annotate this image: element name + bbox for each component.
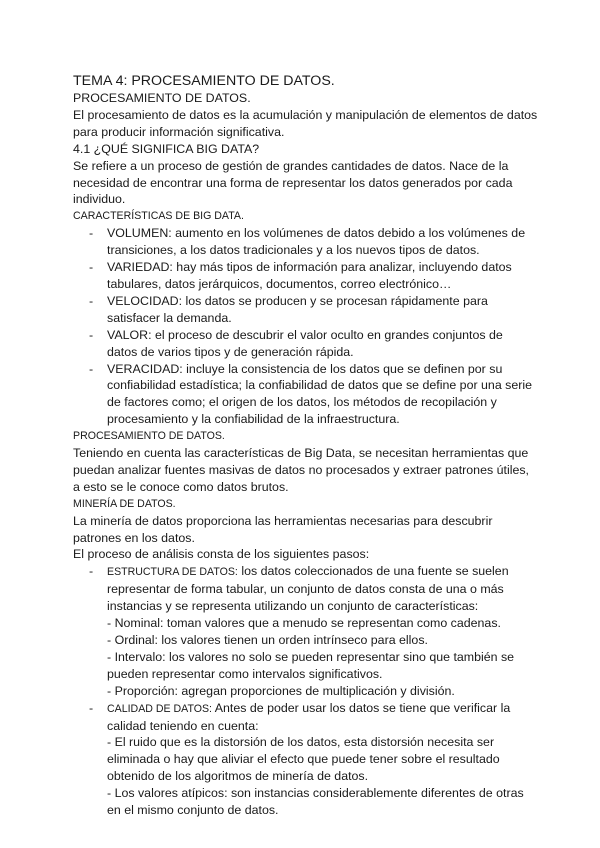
list-item-continuation: - El ruido que es la distorsión de los datos, esta distorsión necesita ser xyxy=(107,735,495,750)
paragraph-line: El proceso de análisis consta de los siguientes pasos: xyxy=(73,547,370,562)
section-heading-big-data: 4.1 ¿QUÉ SIGNIFICA BIG DATA? xyxy=(73,141,260,156)
list-item-continuation: - Proporción: agregan proporciones de multiplicación y división. xyxy=(107,683,455,698)
list-item-continuation: instancias y se representa utilizando un conjunto de características: xyxy=(107,599,479,614)
document-page xyxy=(73,72,543,819)
paragraph-line: individuo. xyxy=(73,192,126,207)
paragraph-line: patrones en los datos. xyxy=(73,530,195,545)
list-item-continuation: datos de varios tipos y de generación rápida. xyxy=(107,344,354,359)
calidad-label: CALIDAD DE DATOS: xyxy=(107,702,212,715)
list-item-continuation: calidad teniendo en cuenta: xyxy=(107,718,259,733)
paragraph-line: Se refiere a un proceso de gestión de grandes cantidades de datos. Nace de la xyxy=(73,158,509,173)
list-item-continuation: - Ordinal: los valores tienen un orden intrínseco para ellos. xyxy=(107,633,428,647)
list-item-continuation: tabulares, datos jerárquicos, documentos, correo electrónico… xyxy=(107,276,452,291)
list-dash: - xyxy=(89,327,94,342)
list-item: - VERACIDAD: incluye la consistencia de los datos que se definen por su xyxy=(89,361,503,376)
list-dash: - xyxy=(89,564,94,579)
list-item-continuation: eliminada o hay que aliviar el efecto que puede tener sobre el resultado xyxy=(107,752,500,767)
section-heading-procesamiento-2: PROCESAMIENTO DE DATOS. xyxy=(73,430,225,443)
list-item-calidad: - CALIDAD DE DATOS: Antes de poder usar los datos se tiene que verificar la xyxy=(89,700,511,715)
list-item-continuation: representar de forma tabular, un conjunto de datos consta de una o más xyxy=(107,582,504,597)
paragraph-line: La minería de datos proporciona las herramientas necesarias para descubrir xyxy=(73,513,493,528)
list-dash: - xyxy=(89,260,94,275)
list-item-continuation: - Los valores atípicos: son instancias considerablemente diferentes de otras xyxy=(107,786,524,801)
paragraph-line: necesidad de encontrar una forma de representar los datos generados por cada xyxy=(73,175,513,190)
paragraph-line: para producir información significativa. xyxy=(73,124,285,139)
list-dash: - xyxy=(89,361,94,376)
list-dash: - xyxy=(89,226,94,241)
section-heading-procesamiento: PROCESAMIENTO DE DATOS. xyxy=(73,91,251,105)
list-item-continuation: confiabilidad estadística; la confiabilidad de datos que se define por una serie xyxy=(107,378,533,393)
list-item-continuation: satisfacer la demanda. xyxy=(107,310,232,325)
paragraph-line: Teniendo en cuenta las características de Big Data, se necesitan herramientas que xyxy=(73,446,529,461)
list-item: - VOLUMEN: aumento en los volúmenes de datos debido a los volúmenes de xyxy=(89,226,526,241)
list-item-continuation: - Intervalo: los valores no solo se pueden representar sino que también se xyxy=(107,649,515,664)
list-item-continuation: de factores como; el origen de los datos, los métodos de recopilación y xyxy=(107,395,497,410)
list-item-continuation: procesamiento y la confiabilidad de la infraestructura. xyxy=(107,412,400,427)
paragraph-line: puedan analizar fuentes masivas de datos no procesados y extraer patrones útiles, xyxy=(73,462,529,477)
estructura-label: ESTRUCTURA DE DATOS: xyxy=(107,566,238,579)
list-item: - VALOR: el proceso de descubrir el valor oculto en grandes conjuntos de xyxy=(89,327,503,342)
list-item-continuation: en el mismo conjunto de datos. xyxy=(107,803,279,818)
section-heading-mineria: MINERÍA DE DATOS. xyxy=(73,497,176,510)
list-item-continuation: obtenido de los algoritmos de minería de datos. xyxy=(107,769,369,784)
list-item-continuation: pueden representar como intervalos significativos. xyxy=(107,666,383,681)
list-item-estructura: - ESTRUCTURA DE DATOS: los datos coleccionados de una fuente se suelen xyxy=(89,564,509,579)
section-heading-caracteristicas: CARACTERÍSTICAS DE BIG DATA. xyxy=(73,210,244,223)
list-item-continuation: - Nominal: toman valores que a menudo se representan como cadenas. xyxy=(107,616,501,631)
page-title: TEMA 4: PROCESAMIENTO DE DATOS. xyxy=(73,73,335,89)
list-item: - VELOCIDAD: los datos se producen y se procesan rápidamente para xyxy=(89,293,488,308)
list-dash: - xyxy=(89,293,94,308)
list-item: - VARIEDAD: hay más tipos de información para analizar, incluyendo datos xyxy=(89,260,512,275)
paragraph-line: El procesamiento de datos es la acumulación y manipulación de elementos de datos xyxy=(73,107,538,122)
list-dash: - xyxy=(89,700,94,715)
paragraph-line: a esto se le conoce como datos brutos. xyxy=(73,479,289,494)
list-item-continuation: transiciones, a los datos tradicionales y a los nuevos tipos de datos. xyxy=(107,243,480,258)
